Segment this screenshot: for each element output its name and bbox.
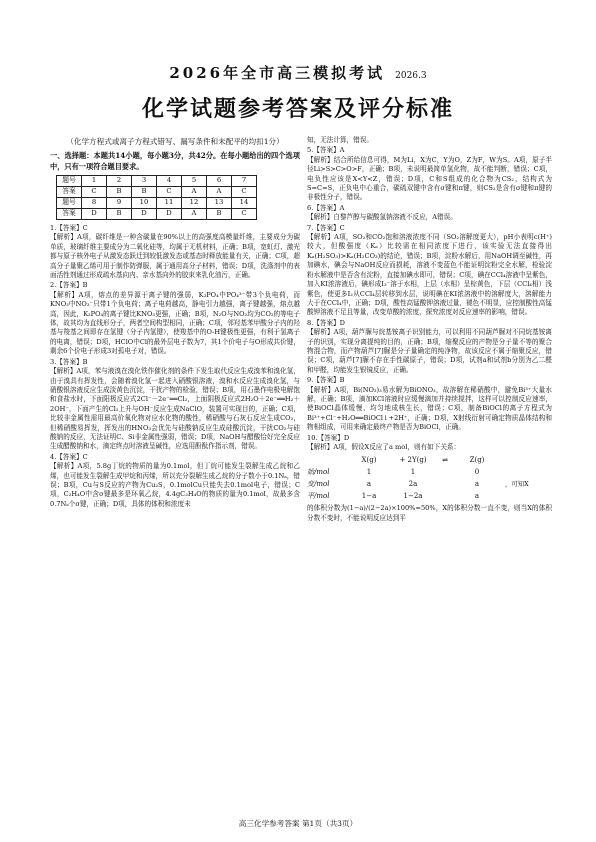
equation-row-initial: 始/mol 1 1 0 (307, 467, 480, 476)
explanation-5: 【解析】结合所给信息可得，M为Li，X为C，Y为O，Z为F，W为S。A项，原子半径Li>S>C>O>F，正确；B项，未说明最简单氢化物，故不能判断，错误；C项，电负性应该是X<Y<Z，错误；D项，C和S组成的化合物为CS₂，结构式为S=C=S，正负电中心重合，碳硫双键中含有σ键和π键，则CS₂是含有σ键和π键的非极性分子，错误。 (307, 155, 552, 202)
answer-2-heading: 2.【答案】B (50, 281, 88, 290)
explanation-10: 【解析】A项，假设X反应了a mol，则有如下关系： (307, 443, 461, 451)
equilibrium-table (307, 454, 552, 502)
equation-header: X(g) + 2Y(g) ⇌ Z(g) (361, 455, 485, 464)
explanation-3: 【解析】A项，苯与液溴在溴化铁作催化剂的条件下发生取代反应生成溴苯和溴化氢，由于溴具有挥发性，会随着溴化氢一起进入硝酸银溶液，溴和水反应生成溴化氢，与硝酸银溶液反应生成淡黄色沉淀，干扰产物的检验，错误；B项，用石墨作电极电解饱和食盐水时，下面阳极反应式2Cl⁻－2e⁻══Cl₂，上面阴极反应式2H₂O＋2e⁻══H₂＋2OH⁻，下面产生的Cl₂上升与OH⁻反应生成NaClO，装置可实现目的，正确；C项，比较非金属性需用最高价氧化物对应水化物的酸性，稀硝酸与石灰石反应生成CO₂，但稀硝酸易挥发，挥发出的HNO₃会优先与硅酸钠反应生成硅酸沉淀，干扰CO₂与硅酸钠的反应，无法证明C、Si非金属性强弱，错误；D项，NaOH与醋酸恰好完全反应生成醋酸钠和水，滴定终点时溶液呈碱性，应选用酚酞作指示剂，错误。 (50, 367, 300, 451)
answer-6-heading: 6.【答案】A (307, 203, 345, 212)
answer-7-heading: 7.【答案】C (307, 223, 345, 232)
explanation-8: 【解析】A项，葫芦脲与烷基铵离子识别能力，可以利用不同葫芦脲对不同烷基铵离子的识别，实现分离提纯的目的，正确；B项，缩聚反应的产物是分子量不等的聚合物混合物，而产物葫芦[7]脲是分子量确定的纯净物，故该反应不属于缩聚反应，错误；C项，葫芦[7]脲不存在手性碳原子，错误；D项，试剂a和试剂b分别为乙二醛和甲醛，均能发生银镜反应，正确。 (307, 328, 552, 374)
answer-10-heading: 10.【答案】D (307, 433, 350, 442)
right-column (307, 136, 552, 523)
answer-8-heading: 8.【答案】D (307, 318, 345, 327)
answer-4-heading: 4.【答案】C (50, 452, 88, 461)
table-row: 题号 8 9 10 11 12 13 14 (57, 198, 257, 209)
section-heading: 一、选择题：本题共14小题，每小题3分，共42分。在每小题给出的四个选项中，只有一项符合题目要求。 (50, 151, 300, 171)
explanation-2: 【解析】A项，熔点的差异源于离子键的强弱，K₃PO₄中PO₄³⁻带3个负电荷，而KNO₃中NO₃⁻只带1个负电荷；离子电荷越高，静电引力越强，离子键越强，熔点越高，因此，K₃PO₄的离子键比KNO₃更强，正确；B项，N₂O与NO₂均为CO₂的等电子体，故其均为直线形分子，两者空间构型相同，正确；C项，邻羟基苯甲酸分子内的羟基与羧基之间即存在氢键（分子内氢键），使羧基中的O-H键极性更强，有利于氢离子的电离，错误；D项，HClO中Cl的最外层电子数为7，其1个价电子与O形成共价键，剩余6个价电子形成3对孤电子对，错误。 (50, 290, 300, 356)
explanation-7: 【解析】A项，SO₂和CO₂饱和溶液浓度不同（SO₂溶解度更大），pH小表明c(H⁺)较大，但酸强度（Kₐ）比较需在相同浓度下进行，该实验无法直接得出Kₐ(H₂SO₃)>Kₐ(H₂CO₃)的结论，错误；B项，淀粉水解后，用NaOH调至碱性，再加碘水，碘会与NaOH反应而损耗，溶液不变蓝色不能证明淀粉完全水解，检验淀粉水解液中是否含有淀粉，直接加碘水即可，错误；C项，碘在CCl₄溶液中呈紫色，加入KI浓溶液后，碘形成I₃⁻溶于水相，上层（水相）呈棕黄色，下层（CCl₄相）浅紫色，使更多I₂从CCl₄层转移到水层，说明碘在KI浓溶液中的溶解度大，溶解能力大于在CCl₄中，正确；D项，酸性高锰酸钾溶液过量，褪色不明显，应控制酸性高锰酸钾溶液不足且等量，改变草酸的浓度，探究浓度对反应速率的影响，错误。 (307, 233, 552, 317)
table-row: 答案 C B B C A A C (57, 187, 257, 198)
answer-9-heading: 9.【答案】B (307, 376, 345, 385)
equation-row-equilibrium: 平/mol 1−a 1−2a a (307, 491, 480, 500)
document-title: 化学试题参考答案及评分标准 (141, 96, 454, 122)
answer-3-heading: 3.【答案】B (50, 357, 88, 366)
left-column (50, 136, 300, 509)
equation-row-change: 变/mol a 2a a ，可知X (307, 479, 529, 488)
explanation-6: 【解析】白黎芦醇与碳酸氢钠溶液不反应，A错误。 (307, 213, 457, 222)
table-row: 答案 D B D D A B C (57, 209, 257, 220)
exam-title (0, 62, 596, 83)
explanation-10-continued: 的体积分数为(1−a)/(2−2a)×100%=50%，X的体积分数一直不变，则当X的体积分数不变时，不能说明反应达到平 (307, 504, 552, 522)
explanation-1: 【解析】A项，碳纤维是一种含碳量在90%以上的高强度高模量纤维，主要成分为碳单质，玻璃纤维主要成分为二氧化硅等，均属于无机材料，正确；B项，宽虹灯、激光都与原子核外电子从激发态跃迁到较低激发态或基态时释放能量有关，正确；C项，超高分子量聚乙烯可用于制作防弹服，属于通用高分子材料，错误；D项，洗涤剂中的表面活性剂通过形成疏水基向内、亲水基向外的胶束来乳化油污，正确。 (50, 233, 300, 280)
answer-table (56, 175, 257, 220)
scoring-note: （化学方程式或离子方程式错写、漏写条件和未配平的均扣1分） (66, 137, 284, 146)
page-footer: 高三化学参考答案 第1页（共3页） (238, 819, 358, 828)
exam-title-text: 2026年全市高三模拟考试 (169, 64, 386, 82)
equation-side-note: ，可知X (505, 479, 529, 488)
answer-5-heading: 5.【答案】A (307, 146, 345, 155)
explanation-9: 【解析】A项，Bi(NO₃)₃易水解为BiONO₃，故溶解在稀硝酸中，避免Bi³⁺大量水解，正确；B项，滴加KCl溶液时应缓慢滴加并持续搅拌，这样可以控制反应速率，使BiOCl晶体缓慢、均匀地成核生长，错误；C项，制备BiOCl的离子方程式为Bi³⁺+Cl⁻+H₂O══BiOCl↓+2H⁺，正确；D项，X射线衍射可确定物质晶体结构和物相组成，可用来确定最终产物是否为BiOCl，正确。 (307, 385, 552, 432)
explanation-4-continued: 知，无法计算，错误。 (307, 136, 373, 144)
answer-1-heading: 1.【答案】C (50, 224, 88, 232)
table-row: 题号 1 2 3 4 5 6 7 (57, 176, 257, 187)
exam-date: 2026.3 (395, 71, 427, 81)
explanation-4: 【解析】A项，5.8g丁烷的物质的量为0.1mol，但丁烷可能发生裂解生成乙烷和乙烯，也可能发生裂解生成甲烷和丙烯，所以充分裂解生成乙烷的分子数小于0.1Nₐ，错误；B项，Cu与S反应的产物为Cu₂S，0.1molCu只能失去0.1mol电子，错误；C项，C₂H₄O中含σ键最多是环氧乙烷，4.4gC₂H₄O的物质的量为0.1mol，故最多含0.7Nₐ个σ键，正确；D项，具体的体积和浓度未 (50, 462, 300, 508)
